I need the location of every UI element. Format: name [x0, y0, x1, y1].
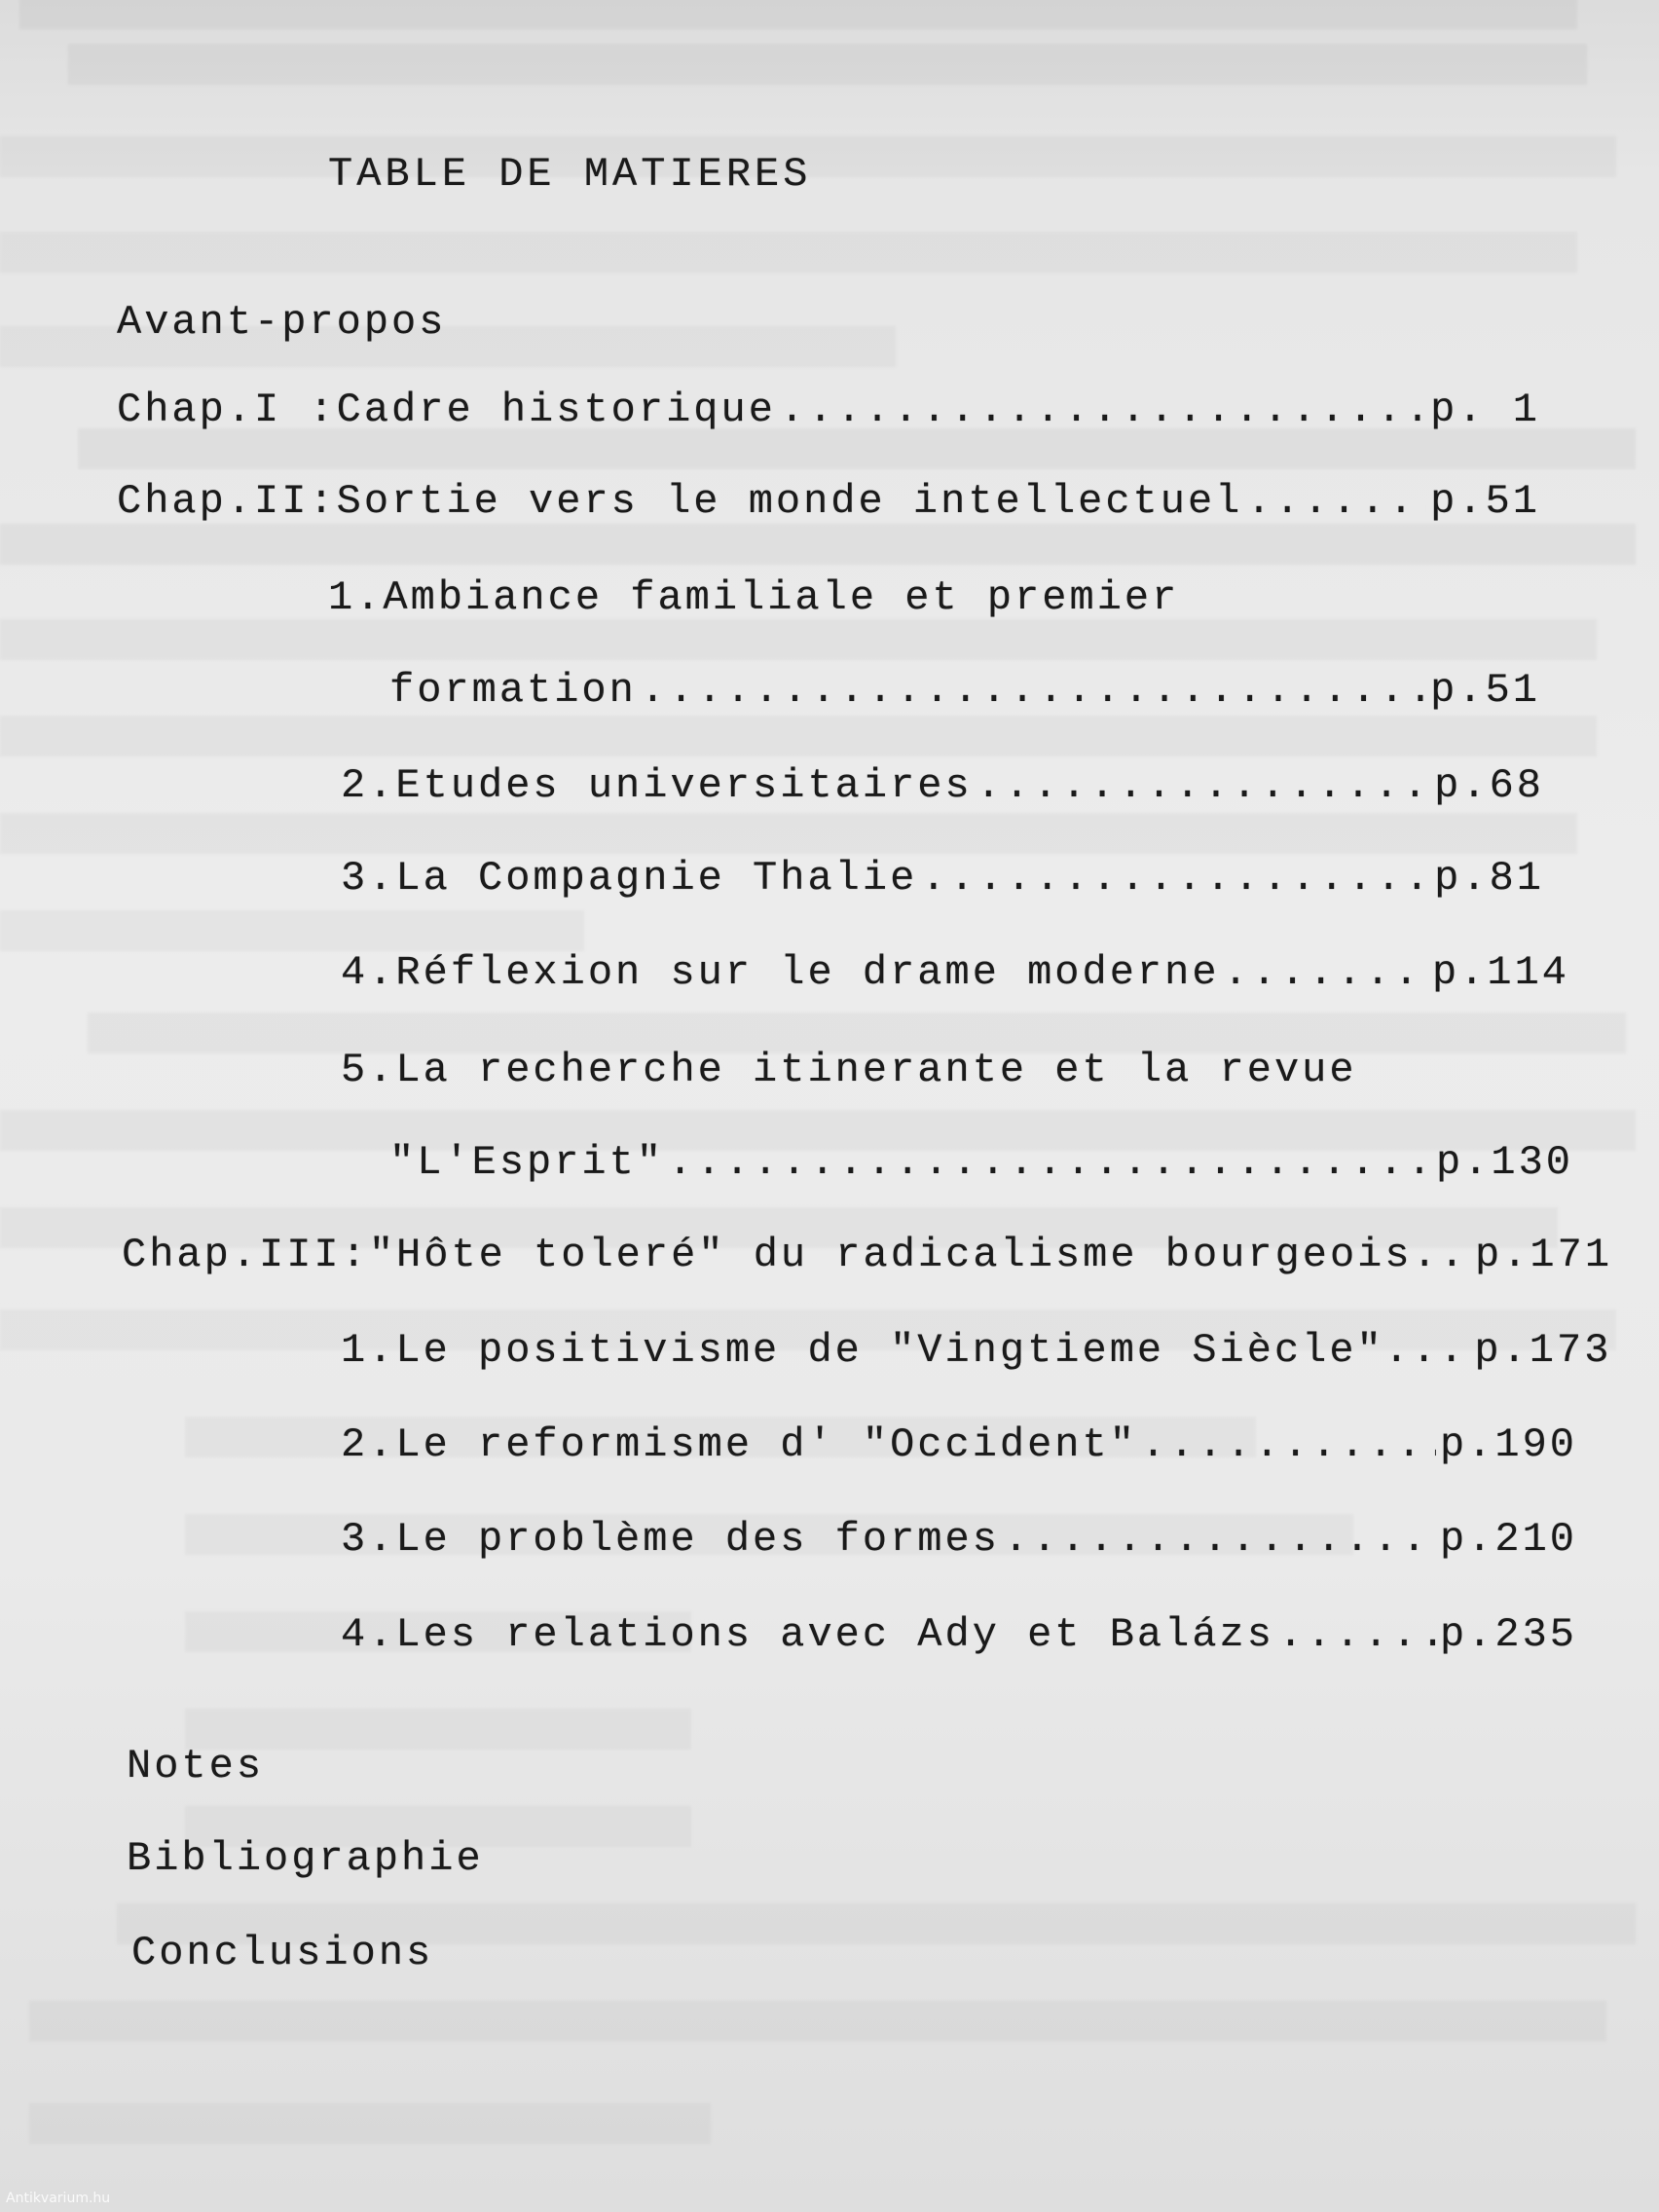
entry-label: 2.Etudes universitaires [341, 762, 973, 809]
entry-label: 4.Les relations avec Ady et Balázs [341, 1611, 1274, 1658]
entry-page: p.235 [1439, 1611, 1577, 1658]
toc-entry-chap3 [122, 1232, 1613, 1286]
dot-leader [780, 387, 1426, 433]
entry-label: 4.Réflexion sur le drame moderne [341, 949, 1220, 996]
toc-entry-2-4 [341, 949, 1569, 1004]
dot-leader [977, 762, 1430, 809]
entry-page: p.130 [1435, 1139, 1573, 1186]
toc-entry-2-2 [341, 762, 1544, 817]
entry-label: formation [389, 667, 637, 714]
entry-page: p.68 [1434, 762, 1544, 809]
entry-page: p.51 [1430, 667, 1540, 714]
entry-page: p.173 [1474, 1327, 1612, 1374]
watermark-text: Antikvarium.hu [6, 2191, 111, 2206]
entry-page: p.171 [1475, 1232, 1613, 1278]
entry-label: 3.Le problème des formes [341, 1516, 1000, 1563]
toc-entry-2-5 [389, 1139, 1573, 1194]
entry-label: 1.Le positivisme de "Vingtieme Siècle"... [341, 1327, 1467, 1374]
dot-leader [921, 855, 1430, 902]
entry-label: Chap.I :Cadre historique [117, 387, 776, 433]
front-matter-avant-propos: Avant-propos [117, 299, 447, 346]
entry-label: 3.La Compagnie Thalie [341, 855, 918, 902]
toc-entry-3-4 [341, 1611, 1577, 1666]
toc-entry-chap1 [117, 387, 1540, 441]
dot-leader [668, 1139, 1432, 1186]
dot-leader [641, 667, 1426, 714]
dot-leader [1278, 1611, 1436, 1658]
toc-entry-2-1-line1: 1.Ambiance familiale et premier [328, 574, 1180, 621]
dot-leader [1246, 478, 1426, 525]
toc-entry-3-2 [341, 1421, 1577, 1476]
toc-entry-2-1 [389, 667, 1540, 721]
toc-entry-2-3 [341, 855, 1544, 909]
entry-page: p.51 [1430, 478, 1540, 525]
entry-label: Chap.II:Sortie vers le monde intellectuel [117, 478, 1243, 525]
entry-page: p.81 [1434, 855, 1544, 902]
entry-label: "L'Esprit" [389, 1139, 665, 1186]
entry-page: p.190 [1439, 1421, 1577, 1468]
entry-page: p.114 [1431, 949, 1569, 996]
dot-leader [1004, 1516, 1436, 1563]
entry-label: 2.Le reformisme d' "Occident" [341, 1421, 1137, 1468]
toc-entry-3-3 [341, 1516, 1577, 1570]
dot-leader [1224, 949, 1428, 996]
toc-entry-3-1 [341, 1327, 1612, 1382]
back-matter-bibliographie: Bibliographie [127, 1835, 484, 1882]
back-matter-notes: Notes [127, 1743, 265, 1789]
toc-entry-chap2 [117, 478, 1540, 533]
toc-entry-2-5-line1: 5.La recherche itinerante et la revue [341, 1047, 1357, 1093]
back-matter-conclusions: Conclusions [131, 1930, 434, 1976]
toc-title: TABLE DE MATIERES [328, 151, 812, 198]
entry-label: Chap.III:"Hôte toleré" du radicalisme bourgeois.. [122, 1232, 1468, 1278]
entry-page: p.210 [1439, 1516, 1577, 1563]
entry-page: p. 1 [1430, 387, 1540, 433]
dot-leader [1141, 1421, 1436, 1468]
